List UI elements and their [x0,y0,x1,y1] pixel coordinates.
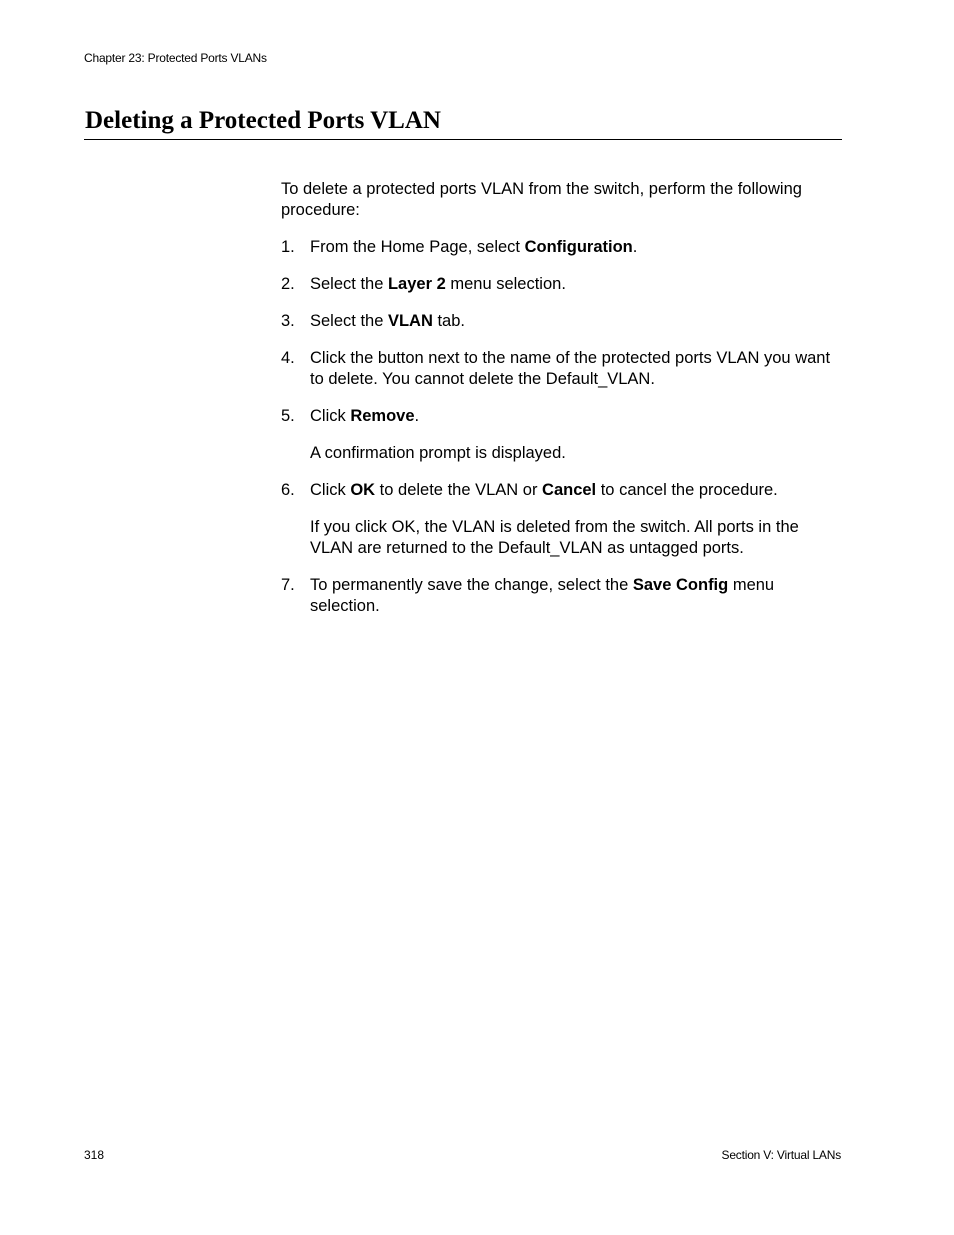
step-number: 2. [281,275,295,293]
ui-term: VLAN [387,312,433,330]
step-4 [281,348,841,390]
step-7 [281,575,841,617]
running-header: Chapter 23: Protected Ports VLANs [84,51,267,65]
intro-paragraph: To delete a protected ports VLAN from the switch, perform the following procedure: [281,180,802,219]
step-note: A confirmation prompt is displayed. [310,444,566,462]
step-5 [281,406,841,464]
step-text: Click the button next to the name of the protected ports VLAN you want to delete. You cannot delete the Default_VLAN. [310,349,831,388]
step-number: 5. [281,407,295,425]
step-text: Click Remove. [310,407,420,425]
ui-term: Configuration [524,238,633,256]
ui-term: OK [350,481,376,499]
step-note: If you click OK, the VLAN is deleted from the switch. All ports in the VLAN are returned to the Default_VLAN as untagged ports. [310,518,799,557]
step-number: 7. [281,576,295,594]
ui-term: Save Config [632,576,729,594]
step-text: To permanently save the change, select the Save Config menu selection. [310,576,775,615]
step-1 [281,237,841,258]
procedure-steps [281,237,841,617]
running-footer-section: Section V: Virtual LANs [721,1148,841,1162]
step-2 [281,274,841,295]
step-text: Click OK to delete the VLAN or Cancel to cancel the procedure. [310,481,778,499]
body-text [281,179,841,633]
step-text: From the Home Page, select Configuration. [310,238,638,256]
page-number: 318 [84,1148,105,1162]
title-rule [84,139,842,140]
step-text: Select the VLAN tab. [310,312,465,330]
step-number: 3. [281,312,295,330]
ui-term: Remove [350,407,415,425]
step-number: 4. [281,349,295,367]
step-6 [281,480,841,559]
step-number: 6. [281,481,295,499]
ui-term: Layer 2 [387,275,446,293]
ui-term: Cancel [542,481,597,499]
step-text: Select the Layer 2 menu selection. [310,275,566,293]
section-title: Deleting a Protected Ports VLAN [85,107,441,134]
step-3 [281,311,841,332]
step-number: 1. [281,238,295,256]
